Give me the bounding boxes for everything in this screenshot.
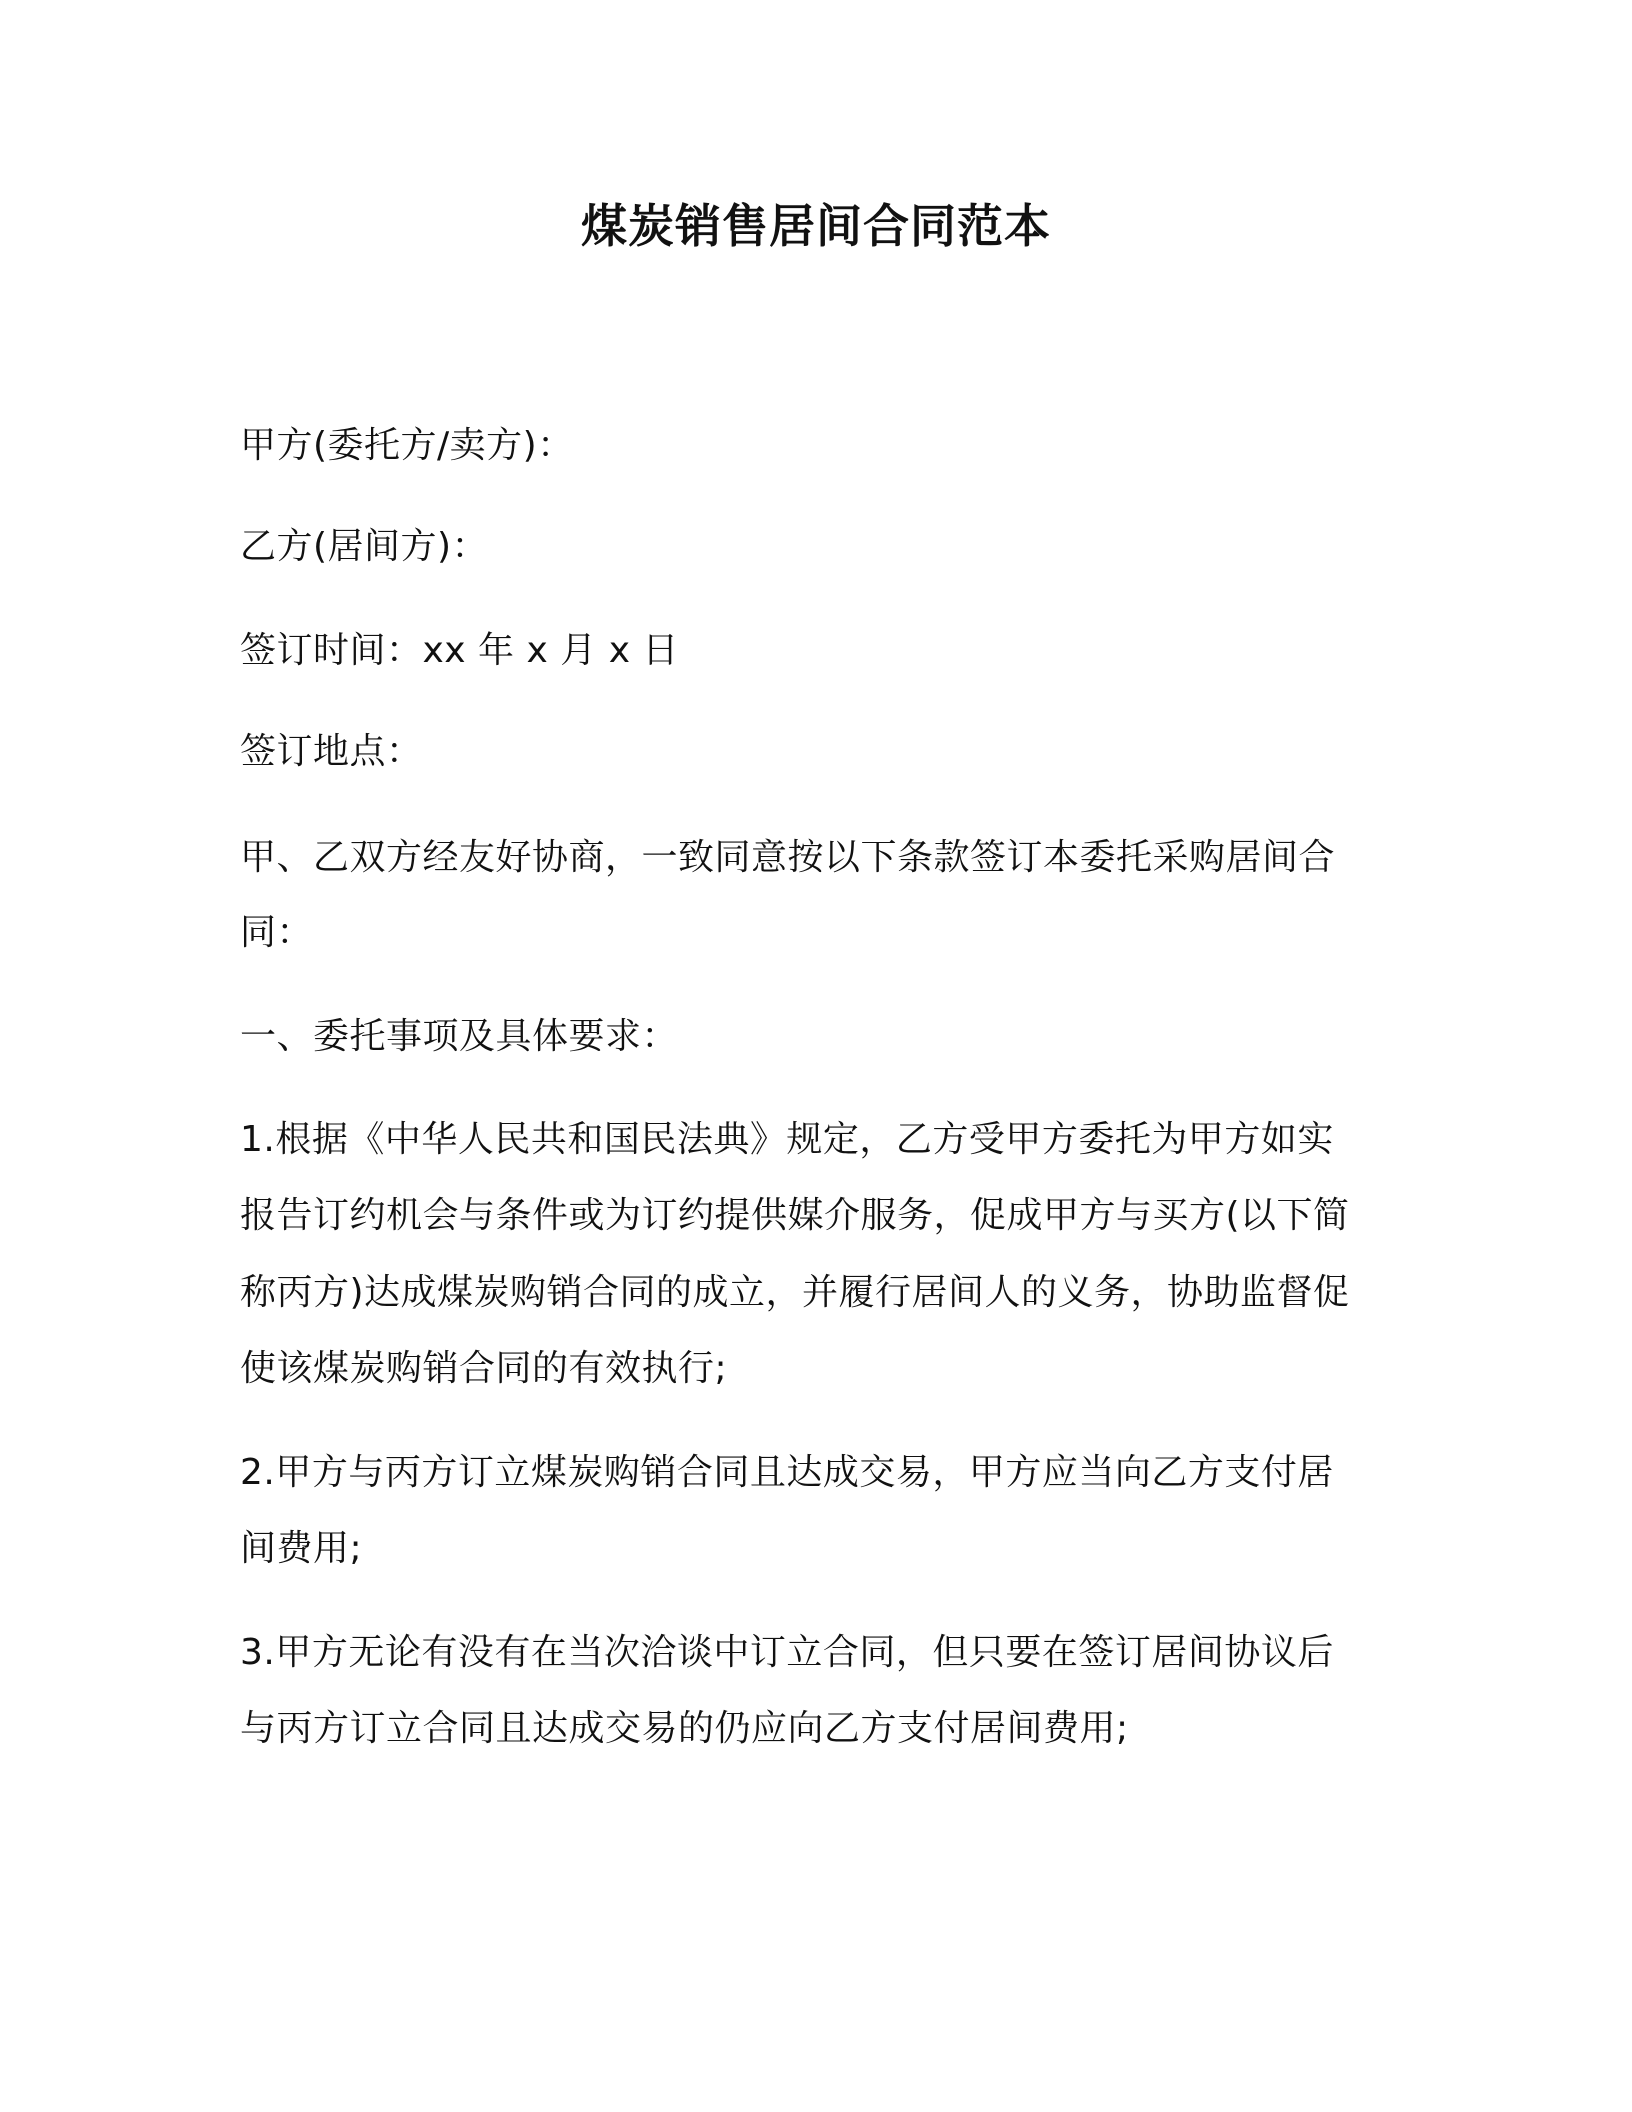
intro-line-2: 同：: [240, 912, 314, 953]
clause-1-line-2: 报告订约机会与条件或为订约提供媒介服务，促成甲方与买方(以下简: [240, 1195, 1350, 1236]
clause-1-line-3: 称丙方)达成煤炭购销合同的成立，并履行居间人的义务，协助监督促: [240, 1272, 1350, 1313]
clause-3-line-1: 3.甲方无论有没有在当次洽谈中订立合同，但只要在签订居间协议后: [240, 1632, 1334, 1673]
clause-2-line-2: 间费用;: [240, 1528, 363, 1569]
document-title: 煤炭销售居间合同范本: [581, 199, 1051, 253]
party-a-field: 甲方(委托方/卖方)：: [240, 425, 574, 466]
clause-3-line-2: 与丙方订立合同且达成交易的仍应向乙方支付居间费用;: [240, 1708, 1129, 1749]
intro-line-1: 甲、乙双方经友好协商，一致同意按以下条款签订本委托采购居间合: [240, 837, 1336, 878]
section-1-heading: 一、委托事项及具体要求：: [240, 1016, 679, 1057]
sign-place-field: 签订地点：: [240, 731, 423, 772]
clause-1-line-1: 1.根据《中华人民共和国民法典》规定，乙方受甲方委托为甲方如实: [240, 1119, 1334, 1160]
clause-2-line-1: 2.甲方与丙方订立煤炭购销合同且达成交易，甲方应当向乙方支付居: [240, 1452, 1334, 1493]
clause-1-line-4: 使该煤炭购销合同的有效执行;: [240, 1348, 728, 1389]
sign-date-field: 签订时间：xx 年 x 月 x 日: [240, 630, 679, 671]
party-b-field: 乙方(居间方)：: [240, 526, 489, 567]
